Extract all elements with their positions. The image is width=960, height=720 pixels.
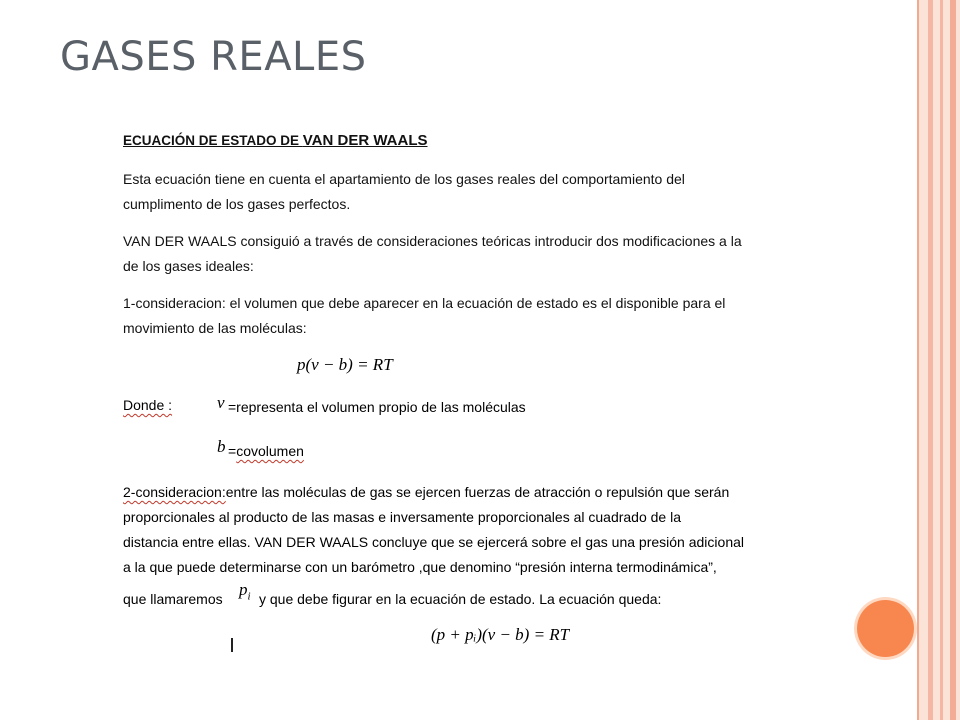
document-image	[123, 128, 803, 341]
heading-part-1: ECUACIÓN DE ESTADO DE	[123, 133, 303, 148]
pi-symbol-subscript: i	[247, 590, 251, 603]
paragraph-2-line-2: de los gases ideales:	[123, 258, 254, 274]
v-description: =representa el volumen propio de las moléculas	[228, 399, 526, 415]
paragraph-4-line-4: a la que puede determinarse con un barómetro ,que denomino “presión interna termodinámica”,	[123, 559, 717, 575]
paragraph-5-start: que llamaremos	[123, 591, 223, 607]
equation-1: p(v − b) = RT	[297, 355, 393, 374]
paragraph-4-line-3: distancia entre ellas. VAN DER WAALS concluye que se ejercerá sobre el gas una presión adicional	[123, 534, 744, 550]
b-covolumen: covolumen	[236, 443, 304, 459]
paragraph-4	[123, 480, 744, 580]
paragraph-3	[123, 291, 803, 341]
right-border-line-3	[940, 0, 943, 720]
paragraph-1-line-2: cumplimento de los gases perfectos.	[123, 196, 351, 212]
paragraph-4-line-1: entre las moléculas de gas se ejercen fuerzas de atracción o repulsión que serán	[225, 484, 730, 500]
text-cursor	[231, 638, 233, 652]
paragraph-1-line-1: Esta ecuación tiene en cuenta el apartamiento de los gases reales del comportamiento del	[123, 171, 685, 187]
orange-circle-ornament	[857, 600, 914, 657]
doc-heading	[123, 128, 803, 153]
donde-label: Donde :	[123, 397, 173, 413]
paragraph-2-line-1: VAN DER WAALS consiguió a través de consideraciones teóricas introducir dos modificaciones a la	[123, 233, 742, 249]
paragraph-5-end: y que debe figurar en la ecuación de estado. La ecuación queda:	[259, 591, 662, 607]
b-description	[228, 443, 304, 459]
pi-symbol	[239, 580, 251, 602]
paragraph-4-line-2: proporcionales al producto de las masas e inversamente proporcionales al cuadrado de la	[123, 509, 681, 525]
paragraph-3-line-2: movimiento de las moléculas:	[123, 320, 307, 336]
paragraph-3-line-1: 1-consideracion: el volumen que debe aparecer en la ecuación de estado es el disponible para el	[123, 295, 726, 311]
v-symbol: v	[217, 393, 225, 412]
right-border-line-1	[917, 0, 919, 720]
equation-2: (p + pᵢ)(v − b) = RT	[431, 625, 570, 644]
right-border-line-4	[950, 0, 956, 720]
right-border-line-2	[928, 0, 933, 720]
paragraph-1	[123, 167, 803, 217]
paragraph-2	[123, 229, 803, 279]
b-equals: =	[228, 443, 237, 459]
slide-title: GASES REALES	[60, 34, 367, 80]
paragraph-4-prefix: 2-consideracion:	[123, 484, 226, 500]
heading-part-2: VAN DER WAALS	[302, 132, 428, 149]
b-symbol: b	[217, 437, 226, 456]
pi-symbol-base: p	[239, 580, 248, 599]
